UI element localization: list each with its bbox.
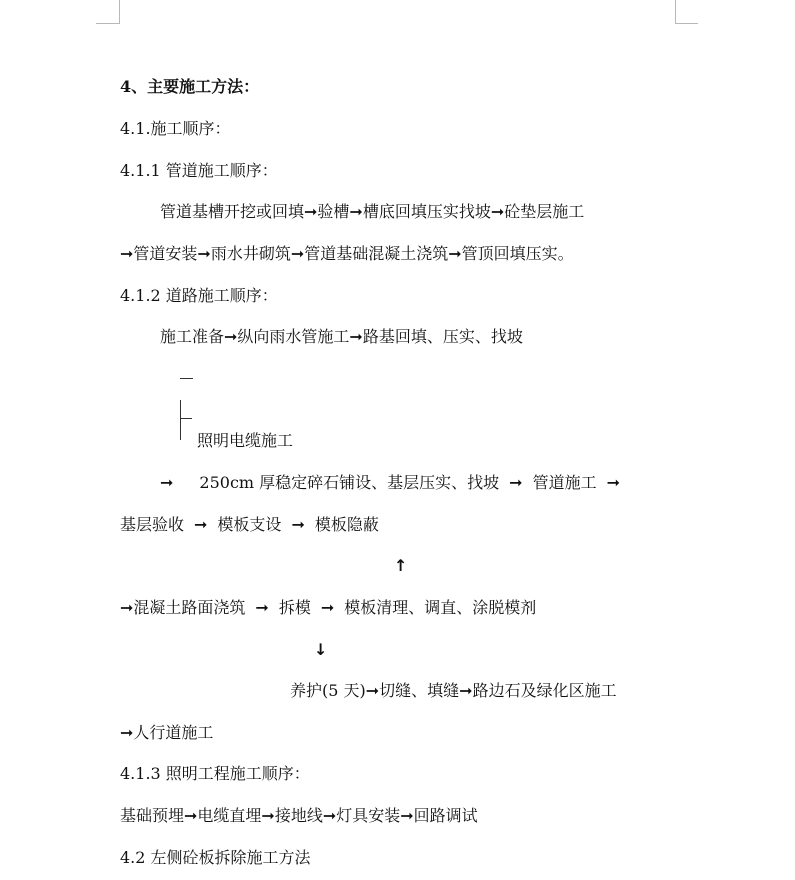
road-sequence-line-6: ➞人行道施工 [120, 723, 214, 742]
branch-bracket-top [180, 378, 193, 379]
section-heading: 4、主要施工方法： [120, 77, 260, 96]
branch-bracket-vertical [180, 400, 181, 440]
branch-label: 照明电缆施工 [197, 431, 294, 450]
subsection-4-2: 4.2 左侧砼板拆除施工方法 [120, 848, 311, 867]
arrow-glyph: ➞ [606, 473, 620, 492]
form-removal-step: 拆模 [278, 598, 311, 617]
gravel-base-step: 250cm 厚稳定碎石铺设、基层压实、找坡 [199, 473, 500, 492]
road-sequence-line-2 [160, 473, 620, 493]
road-sequence-line-5: 养护(5 天)➞切缝、填缝➞路边石及绿化区施工 [290, 681, 617, 700]
pipe-construction-step: 管道施工 [532, 473, 597, 492]
pipe-sequence-line-1: 管道基槽开挖或回填➞验槽➞槽底回填压实找坡➞砼垫层施工 [160, 202, 585, 221]
base-acceptance-step: 基层验收 [120, 515, 185, 534]
arrow-glyph: ➞ [160, 473, 174, 492]
arrow-glyph: ➞ [320, 598, 335, 617]
formwork-inspection-step: 模板隐蔽 [314, 515, 379, 534]
branch-bracket-horizontal [180, 418, 192, 419]
lighting-sequence-line: 基础预埋➞电缆直埋➞接地线➞灯具安装➞回路调试 [120, 806, 478, 825]
form-cleaning-step: 模板清理、调直、涂脱模剂 [344, 598, 537, 617]
subsection-4-1-3: 4.1.3 照明工程施工顺序： [120, 764, 310, 783]
arrow-glyph: ➞ [194, 515, 208, 534]
arrow-glyph: ➞ [255, 598, 269, 617]
pipe-sequence-line-2: ➞管道安装➞雨水井砌筑➞管道基础混凝土浇筑➞管顶回填压实。 [120, 244, 574, 263]
up-arrow: ↑ [394, 556, 408, 575]
formwork-setup-step: 模板支设 [217, 515, 282, 534]
subsection-4-1-1: 4.1.1 管道施工顺序： [120, 161, 278, 180]
subsection-4-1: 4.1.施工顺序： [120, 119, 231, 138]
crop-mark-left [96, 0, 120, 24]
arrow-glyph: ➞ [509, 473, 523, 492]
subsection-4-1-2: 4.1.2 道路施工顺序： [120, 286, 278, 305]
arrow-glyph: ➞ [291, 515, 305, 534]
road-sequence-line-3 [120, 515, 379, 535]
down-arrow: ↓ [314, 640, 328, 659]
concrete-pour-step: ➞混凝土路面浇筑 [120, 598, 246, 617]
road-sequence-line-1: 施工准备➞纵向雨水管施工➞路基回填、压实、找坡 [160, 327, 523, 346]
road-sequence-line-4 [120, 598, 536, 618]
crop-mark-right [675, 0, 698, 24]
